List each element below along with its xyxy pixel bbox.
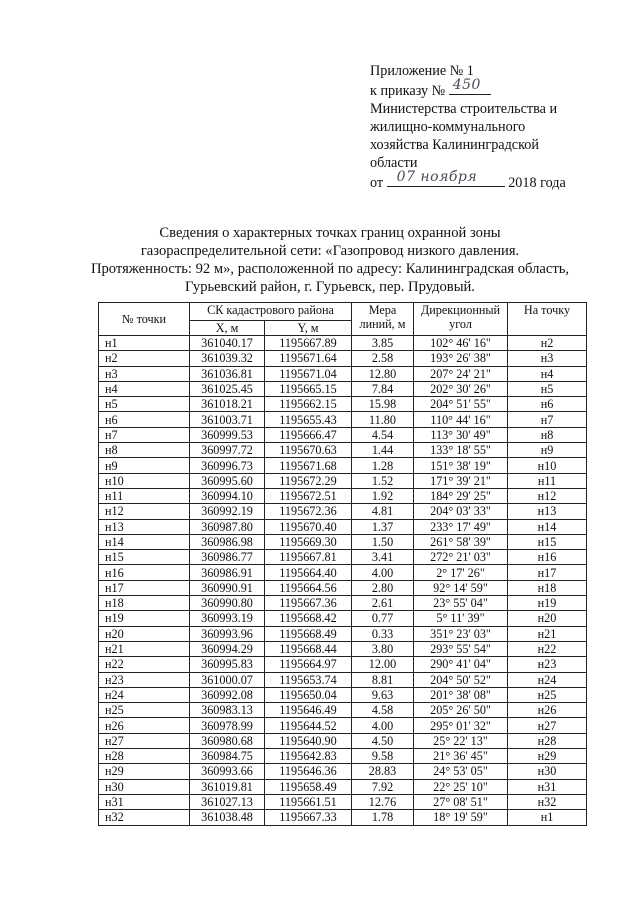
cell-y: 1195672.36 (265, 504, 352, 519)
cell-to-point: н26 (508, 703, 587, 718)
table-row (99, 703, 587, 718)
date-prefix: от (370, 175, 384, 191)
cell-x: 360999.53 (190, 427, 265, 442)
cell-x: 361036.81 (190, 366, 265, 381)
cell-point: н18 (99, 596, 190, 611)
date-suffix: 2018 года (508, 175, 566, 191)
cell-point: н1 (99, 336, 190, 351)
cell-x: 361000.07 (190, 672, 265, 687)
header-measure-l2: линий, м (359, 317, 406, 331)
cell-x: 361025.45 (190, 381, 265, 396)
cell-direction: 201° 38' 08" (414, 687, 508, 702)
table-body (99, 336, 587, 826)
cell-measure: 1.78 (352, 810, 414, 825)
cell-measure: 4.58 (352, 703, 414, 718)
cell-y: 1195662.15 (265, 397, 352, 412)
cell-point: н20 (99, 626, 190, 641)
cell-direction: 23° 55' 04" (414, 596, 508, 611)
cell-point: н29 (99, 764, 190, 779)
table-row (99, 443, 587, 458)
cell-y: 1195642.83 (265, 749, 352, 764)
cell-point: н19 (99, 611, 190, 626)
cell-direction: 25° 22' 13" (414, 733, 508, 748)
cell-y: 1195650.04 (265, 687, 352, 702)
cell-to-point: н19 (508, 596, 587, 611)
cell-y: 1195665.15 (265, 381, 352, 396)
table-row (99, 794, 587, 809)
date-handwritten: 07 ноября (396, 169, 478, 185)
cell-y: 1195653.74 (265, 672, 352, 687)
cell-direction: 204° 50' 52" (414, 672, 508, 687)
table-row (99, 687, 587, 702)
annex-title: Приложение № 1 (370, 63, 474, 79)
cell-direction: 204° 51' 55" (414, 397, 508, 412)
title-line-2: газораспределительной сети: «Газопровод низкого давления. (140, 243, 520, 259)
cell-to-point: н10 (508, 458, 587, 473)
cell-measure: 1.92 (352, 488, 414, 503)
cell-direction: 22° 25' 10" (414, 779, 508, 794)
table-row (99, 366, 587, 381)
cell-to-point: н1 (508, 810, 587, 825)
cell-direction: 295° 01' 32" (414, 718, 508, 733)
cell-point: н5 (99, 397, 190, 412)
cell-to-point: н8 (508, 427, 587, 442)
cell-measure: 2.61 (352, 596, 414, 611)
coordinates-table (98, 302, 587, 826)
cell-measure: 9.63 (352, 687, 414, 702)
table-row (99, 749, 587, 764)
cell-y: 1195671.04 (265, 366, 352, 381)
header-point: № точки (99, 303, 190, 336)
cell-measure: 9.58 (352, 749, 414, 764)
cell-point: н15 (99, 550, 190, 565)
cell-point: н13 (99, 519, 190, 534)
cell-y: 1195664.97 (265, 657, 352, 672)
cell-to-point: н18 (508, 580, 587, 595)
annex-header (370, 62, 630, 192)
cell-y: 1195646.49 (265, 703, 352, 718)
table-row (99, 810, 587, 825)
cell-direction: 171° 39' 21" (414, 473, 508, 488)
cell-direction: 133° 18' 55" (414, 443, 508, 458)
cell-x: 360990.80 (190, 596, 265, 611)
cell-direction: 2° 17' 26" (414, 565, 508, 580)
cell-to-point: н11 (508, 473, 587, 488)
cell-y: 1195661.51 (265, 794, 352, 809)
cell-x: 361040.17 (190, 336, 265, 351)
cell-measure: 4.50 (352, 733, 414, 748)
cell-point: н11 (99, 488, 190, 503)
table-row (99, 611, 587, 626)
cell-x: 360992.19 (190, 504, 265, 519)
cell-y: 1195655.43 (265, 412, 352, 427)
cell-to-point: н25 (508, 687, 587, 702)
cell-measure: 7.84 (352, 381, 414, 396)
table-row (99, 473, 587, 488)
cell-measure: 1.52 (352, 473, 414, 488)
cell-point: н26 (99, 718, 190, 733)
cell-to-point: н32 (508, 794, 587, 809)
cell-measure: 12.76 (352, 794, 414, 809)
cell-measure: 4.81 (352, 504, 414, 519)
cell-point: н4 (99, 381, 190, 396)
cell-to-point: н2 (508, 336, 587, 351)
cell-x: 360978.99 (190, 718, 265, 733)
cell-y: 1195668.42 (265, 611, 352, 626)
ministry-line-1: Министерства строительства и (370, 101, 558, 117)
cell-measure: 8.81 (352, 672, 414, 687)
cell-y: 1195664.56 (265, 580, 352, 595)
cell-to-point: н28 (508, 733, 587, 748)
cell-measure: 0.33 (352, 626, 414, 641)
cell-point: н10 (99, 473, 190, 488)
cell-x: 361019.81 (190, 779, 265, 794)
table-row (99, 550, 587, 565)
cell-to-point: н16 (508, 550, 587, 565)
cell-to-point: н21 (508, 626, 587, 641)
cell-y: 1195640.90 (265, 733, 352, 748)
table-row (99, 672, 587, 687)
title-line-3: Протяженность: 92 м», расположенной по адресу: Калининградская область, (90, 261, 570, 277)
cell-y: 1195667.81 (265, 550, 352, 565)
cell-to-point: н14 (508, 519, 587, 534)
cell-direction: 151° 38' 19" (414, 458, 508, 473)
table-row (99, 733, 587, 748)
cell-to-point: н30 (508, 764, 587, 779)
order-line (370, 77, 630, 100)
table-row (99, 580, 587, 595)
cell-y: 1195672.29 (265, 473, 352, 488)
table-row (99, 641, 587, 656)
cell-point: н9 (99, 458, 190, 473)
cell-direction: 290° 41' 04" (414, 657, 508, 672)
cell-point: н28 (99, 749, 190, 764)
cell-x: 360995.60 (190, 473, 265, 488)
cell-direction: 5° 11' 39" (414, 611, 508, 626)
cell-x: 360992.08 (190, 687, 265, 702)
cell-x: 361039.32 (190, 351, 265, 366)
cell-y: 1195666.47 (265, 427, 352, 442)
cell-direction: 351° 23' 03" (414, 626, 508, 641)
table-row (99, 336, 587, 351)
cell-measure: 12.80 (352, 366, 414, 381)
cell-x: 360986.77 (190, 550, 265, 565)
cell-to-point: н22 (508, 641, 587, 656)
table-row (99, 458, 587, 473)
cell-direction: 18° 19' 59" (414, 810, 508, 825)
ministry-line-3: хозяйства Калининградской (370, 137, 539, 153)
cell-direction: 27° 08' 51" (414, 794, 508, 809)
table-row (99, 412, 587, 427)
cell-x: 360993.19 (190, 611, 265, 626)
cell-point: н17 (99, 580, 190, 595)
cell-direction: 193° 26' 38" (414, 351, 508, 366)
table-row (99, 718, 587, 733)
cell-to-point: н17 (508, 565, 587, 580)
cell-x: 360994.29 (190, 641, 265, 656)
cell-point: н14 (99, 534, 190, 549)
table-row (99, 565, 587, 580)
cell-to-point: н9 (508, 443, 587, 458)
cell-x: 360990.91 (190, 580, 265, 595)
cell-point: н2 (99, 351, 190, 366)
table-row (99, 381, 587, 396)
cell-direction: 205° 26' 50" (414, 703, 508, 718)
ministry-line-4: области (370, 155, 418, 171)
cell-to-point: н3 (508, 351, 587, 366)
header-direction-l2: угол (449, 317, 472, 331)
header-sk: СК кадастрового района (190, 303, 352, 321)
order-prefix: к приказу № (370, 83, 446, 99)
cell-point: н6 (99, 412, 190, 427)
cell-y: 1195658.49 (265, 779, 352, 794)
cell-to-point: н4 (508, 366, 587, 381)
cell-x: 361018.21 (190, 397, 265, 412)
cell-direction: 92° 14' 59" (414, 580, 508, 595)
cell-y: 1195667.36 (265, 596, 352, 611)
cell-direction: 102° 46' 16" (414, 336, 508, 351)
date-line (370, 169, 630, 192)
table-row (99, 779, 587, 794)
cell-to-point: н5 (508, 381, 587, 396)
cell-point: н31 (99, 794, 190, 809)
cell-y: 1195664.40 (265, 565, 352, 580)
cell-point: н25 (99, 703, 190, 718)
cell-point: н7 (99, 427, 190, 442)
order-number-handwritten: 450 (452, 77, 481, 93)
cell-to-point: н20 (508, 611, 587, 626)
cell-x: 360994.10 (190, 488, 265, 503)
cell-point: н27 (99, 733, 190, 748)
cell-x: 360987.80 (190, 519, 265, 534)
cell-direction: 24° 53' 05" (414, 764, 508, 779)
document-title (40, 224, 620, 296)
coordinates-table-wrapper (98, 302, 587, 826)
table-row (99, 519, 587, 534)
cell-measure: 15.98 (352, 397, 414, 412)
cell-x: 360986.98 (190, 534, 265, 549)
cell-direction: 272° 21' 03" (414, 550, 508, 565)
cell-to-point: н23 (508, 657, 587, 672)
date-blank (387, 169, 505, 187)
header-measure (352, 303, 414, 336)
header-x: X, м (190, 321, 265, 336)
table-row (99, 351, 587, 366)
cell-x: 361027.13 (190, 794, 265, 809)
cell-direction: 110° 44' 16" (414, 412, 508, 427)
cell-x: 360995.83 (190, 657, 265, 672)
cell-to-point: н24 (508, 672, 587, 687)
table-row (99, 534, 587, 549)
cell-x: 360983.13 (190, 703, 265, 718)
header-y: Y, м (265, 321, 352, 336)
cell-x: 361038.48 (190, 810, 265, 825)
cell-measure: 3.80 (352, 641, 414, 656)
cell-x: 360980.68 (190, 733, 265, 748)
cell-y: 1195672.51 (265, 488, 352, 503)
cell-x: 360993.66 (190, 764, 265, 779)
cell-x: 360993.96 (190, 626, 265, 641)
cell-point: н22 (99, 657, 190, 672)
cell-y: 1195671.68 (265, 458, 352, 473)
cell-x: 360996.73 (190, 458, 265, 473)
cell-direction: 184° 29' 25" (414, 488, 508, 503)
cell-direction: 207° 24' 21" (414, 366, 508, 381)
cell-to-point: н7 (508, 412, 587, 427)
cell-y: 1195667.33 (265, 810, 352, 825)
cell-measure: 0.77 (352, 611, 414, 626)
cell-point: н32 (99, 810, 190, 825)
cell-to-point: н15 (508, 534, 587, 549)
cell-point: н12 (99, 504, 190, 519)
cell-to-point: н27 (508, 718, 587, 733)
cell-point: н16 (99, 565, 190, 580)
cell-measure: 28.83 (352, 764, 414, 779)
cell-direction: 293° 55' 54" (414, 641, 508, 656)
cell-measure: 12.00 (352, 657, 414, 672)
cell-x: 360986.91 (190, 565, 265, 580)
cell-to-point: н6 (508, 397, 587, 412)
table-row (99, 657, 587, 672)
header-direction-l1: Дирекционный (420, 303, 501, 317)
cell-x: 360984.75 (190, 749, 265, 764)
cell-y: 1195669.30 (265, 534, 352, 549)
cell-to-point: н13 (508, 504, 587, 519)
cell-direction: 233° 17' 49" (414, 519, 508, 534)
cell-y: 1195668.44 (265, 641, 352, 656)
cell-x: 360997.72 (190, 443, 265, 458)
cell-y: 1195668.49 (265, 626, 352, 641)
cell-measure: 3.41 (352, 550, 414, 565)
cell-measure: 7.92 (352, 779, 414, 794)
cell-point: н24 (99, 687, 190, 702)
cell-x: 361003.71 (190, 412, 265, 427)
table-row (99, 504, 587, 519)
cell-measure: 1.28 (352, 458, 414, 473)
table-row (99, 397, 587, 412)
table-row (99, 764, 587, 779)
cell-to-point: н29 (508, 749, 587, 764)
ministry-line-2: жилищно-коммунального (370, 119, 526, 135)
cell-to-point: н31 (508, 779, 587, 794)
title-line-1: Сведения о характерных точках границ охранной зоны (159, 225, 501, 241)
cell-direction: 261° 58' 39" (414, 534, 508, 549)
table-row (99, 596, 587, 611)
table-row (99, 626, 587, 641)
cell-measure: 1.44 (352, 443, 414, 458)
title-line-4: Гурьевский район, г. Гурьевск, пер. Прудовый. (185, 279, 475, 295)
cell-measure: 4.00 (352, 565, 414, 580)
cell-measure: 1.50 (352, 534, 414, 549)
cell-to-point: н12 (508, 488, 587, 503)
header-to-point: На точку (508, 303, 587, 336)
cell-measure: 3.85 (352, 336, 414, 351)
cell-point: н30 (99, 779, 190, 794)
cell-point: н21 (99, 641, 190, 656)
cell-direction: 202° 30' 26" (414, 381, 508, 396)
cell-y: 1195670.63 (265, 443, 352, 458)
cell-y: 1195670.40 (265, 519, 352, 534)
cell-y: 1195671.64 (265, 351, 352, 366)
cell-y: 1195644.52 (265, 718, 352, 733)
cell-direction: 113° 30' 49" (414, 427, 508, 442)
cell-point: н8 (99, 443, 190, 458)
cell-direction: 21° 36' 45" (414, 749, 508, 764)
cell-measure: 2.80 (352, 580, 414, 595)
table-row (99, 427, 587, 442)
cell-point: н23 (99, 672, 190, 687)
header-measure-l1: Мера (368, 303, 397, 317)
cell-measure: 4.00 (352, 718, 414, 733)
cell-direction: 204° 03' 33" (414, 504, 508, 519)
order-number-blank (449, 77, 491, 95)
header-direction (414, 303, 508, 336)
cell-measure: 11.80 (352, 412, 414, 427)
cell-y: 1195667.89 (265, 336, 352, 351)
table-row (99, 488, 587, 503)
cell-y: 1195646.36 (265, 764, 352, 779)
cell-measure: 4.54 (352, 427, 414, 442)
cell-measure: 2.58 (352, 351, 414, 366)
cell-point: н3 (99, 366, 190, 381)
cell-measure: 1.37 (352, 519, 414, 534)
